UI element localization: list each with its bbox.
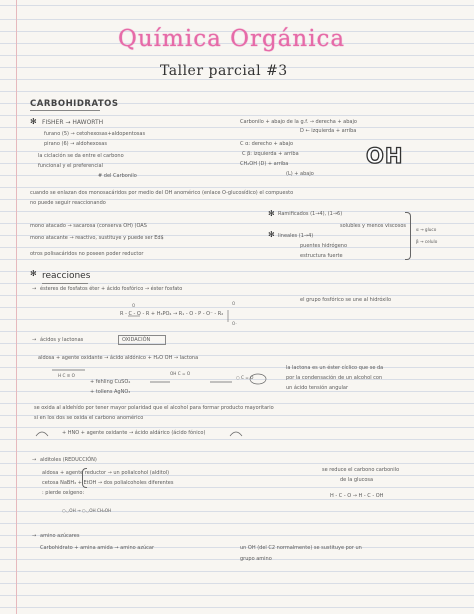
fehling-2: + tollens AgNO₃ (90, 389, 131, 395)
alditoles-line-1: aldosa + agente reductor → un polialcohol (alditol) (42, 470, 170, 476)
arrow-icon: → (32, 533, 37, 539)
alditoles-line-2: cetosa NaBH₄ + EtOH → dos polialcoholes diferentes (42, 480, 174, 486)
fisher-right-2: D ← izquierda + arriba (300, 128, 357, 134)
glu-rama-1: α → gluco (416, 227, 437, 232)
aldehyde-struct: H C ≡ O (58, 373, 75, 378)
arrow-icon: → (32, 337, 37, 343)
page-title: Química Orgánica (118, 26, 346, 52)
page-subtitle: Taller parcial #3 (160, 63, 288, 79)
glucosidico-2: no puede seguir reaccionando (30, 200, 106, 206)
mono-2: mono atacante → reactivo, sustituye y puede ser Ed$ (30, 235, 164, 241)
alditoles-right-1: se reduce el carbono carbonilo (322, 467, 400, 473)
amino-right-2: grupo amino (240, 556, 272, 562)
lactona-desc-1: la lactona es un éster cíclico que se da (286, 365, 384, 371)
alditoles-heading: alditoles (REDUCCIÓN) (40, 457, 97, 463)
aldosa-line: aldosa + agente oxidante → ácido aldónico + H₂O OH → lactona (38, 355, 199, 361)
lactona-desc-2: por la condensación de un alcohol con (286, 375, 383, 381)
glucosidico-1: cuando se enlazan dos monosacáridos por medio del OH anomérico (enlace O-glucosídico) el compuesto (30, 190, 294, 196)
carbohidratos-heading: CARBOHIDRATOS (30, 99, 119, 109)
glu-rama-2: β → celulo (416, 239, 438, 244)
reacciones-heading: reacciones (42, 271, 91, 281)
alditoles-line-3: : pierde oxígeno: (42, 490, 85, 496)
lactone-struct: ○ C = O (236, 375, 254, 380)
lineal-desc-1: puentes hidrógeno (300, 243, 348, 249)
oxido-2: si en los dos se oxida el carbono anomérico (34, 415, 144, 421)
esteres-line: ésteres de fosfatos éter + ácido fosfórico → éster fosfato (40, 286, 183, 292)
lineales: lineales (1→4) (278, 233, 314, 239)
flower-icon: ✻ (268, 209, 275, 218)
flower-icon: ✻ (30, 117, 37, 126)
oxidacion-label: OXIDACIÓN (122, 337, 151, 343)
ester-formula: R - C - O - R + H₃PO₄ → R₁ - O - P - O⁻ - R₂ (120, 311, 224, 317)
anomero-1: C α: derecho + abajo (240, 141, 294, 147)
reduction-struct: ○◡OH → ○◡OH CH₂OH (62, 508, 112, 513)
carbonyl-o: O (132, 303, 136, 308)
amino-right-1: un OH (del C2 normalmente) se sustituye por un (240, 545, 362, 551)
flower-icon: ✻ (30, 269, 37, 278)
mono-1: mono atacado → sacarosa (conserva OH) (OAS (30, 223, 147, 229)
oxido-1: se oxida al aldehído por tener mayor polaridad que el alcohol para formar producto mayoritario (34, 405, 274, 411)
arrow-icon: → (32, 457, 37, 463)
ciclacion-3: # del Carbonilo (98, 173, 137, 179)
ciclacion-2: funcional y el preferencial (38, 163, 103, 169)
anomero-4: (L) + abajo (286, 171, 314, 177)
ramificados-desc: solubles y menos viscosos (340, 223, 407, 229)
lactona-desc-3: un ácido tensión angular (286, 385, 349, 391)
alditoles-formula: H - C - O → H - C - OH (330, 493, 384, 499)
alditoles-right-2: de la glucosa (340, 477, 374, 483)
acidos-lactonas: ácidos y lactonas (40, 337, 84, 343)
reductores: otros polisacáridos no poseen poder reductor (30, 251, 144, 257)
arrow-icon: → (32, 286, 37, 292)
flower-icon: ✻ (268, 230, 275, 239)
acid-struct: OH C = O (170, 371, 191, 376)
hno3-line: + HNO + agente oxidante → ácido aldárico (ácido fónico) (62, 430, 206, 436)
fisher-item-2: pirano (6) → aldohexosas (44, 141, 107, 147)
phosphate-o-minus: O⁻ (232, 321, 238, 326)
anomero-3: CH₂OH (D) + arriba (240, 161, 289, 167)
aminoazucares: amino azúcares (40, 533, 80, 539)
ester-note: el grupo fosfórico se une al hidróxilo (300, 297, 392, 303)
fisher-item-1: furano (5) → cetohexosas+aldopentosas (44, 131, 146, 137)
anomero-2: C β: izquierda + arriba (242, 151, 299, 157)
lineal-desc-2: estructura fuerte (300, 253, 343, 259)
amino-line: Carbohidrato + amina amida → amino azúcar (40, 545, 155, 551)
ramificados: Ramificados (1→4), (1→6) (278, 211, 343, 217)
fisher-haworth: FISHER → HAWORTH (42, 119, 104, 126)
fisher-right-1: Carbonilo + abajo de la g.f. → derecha + abajo (240, 119, 357, 125)
oh-label: OH (366, 144, 404, 168)
fehling-1: + fehling CuSO₄ (90, 379, 131, 385)
phosphate-o: O (232, 301, 236, 306)
ciclacion-1: la ciclación se da entre el carbono (38, 153, 124, 159)
